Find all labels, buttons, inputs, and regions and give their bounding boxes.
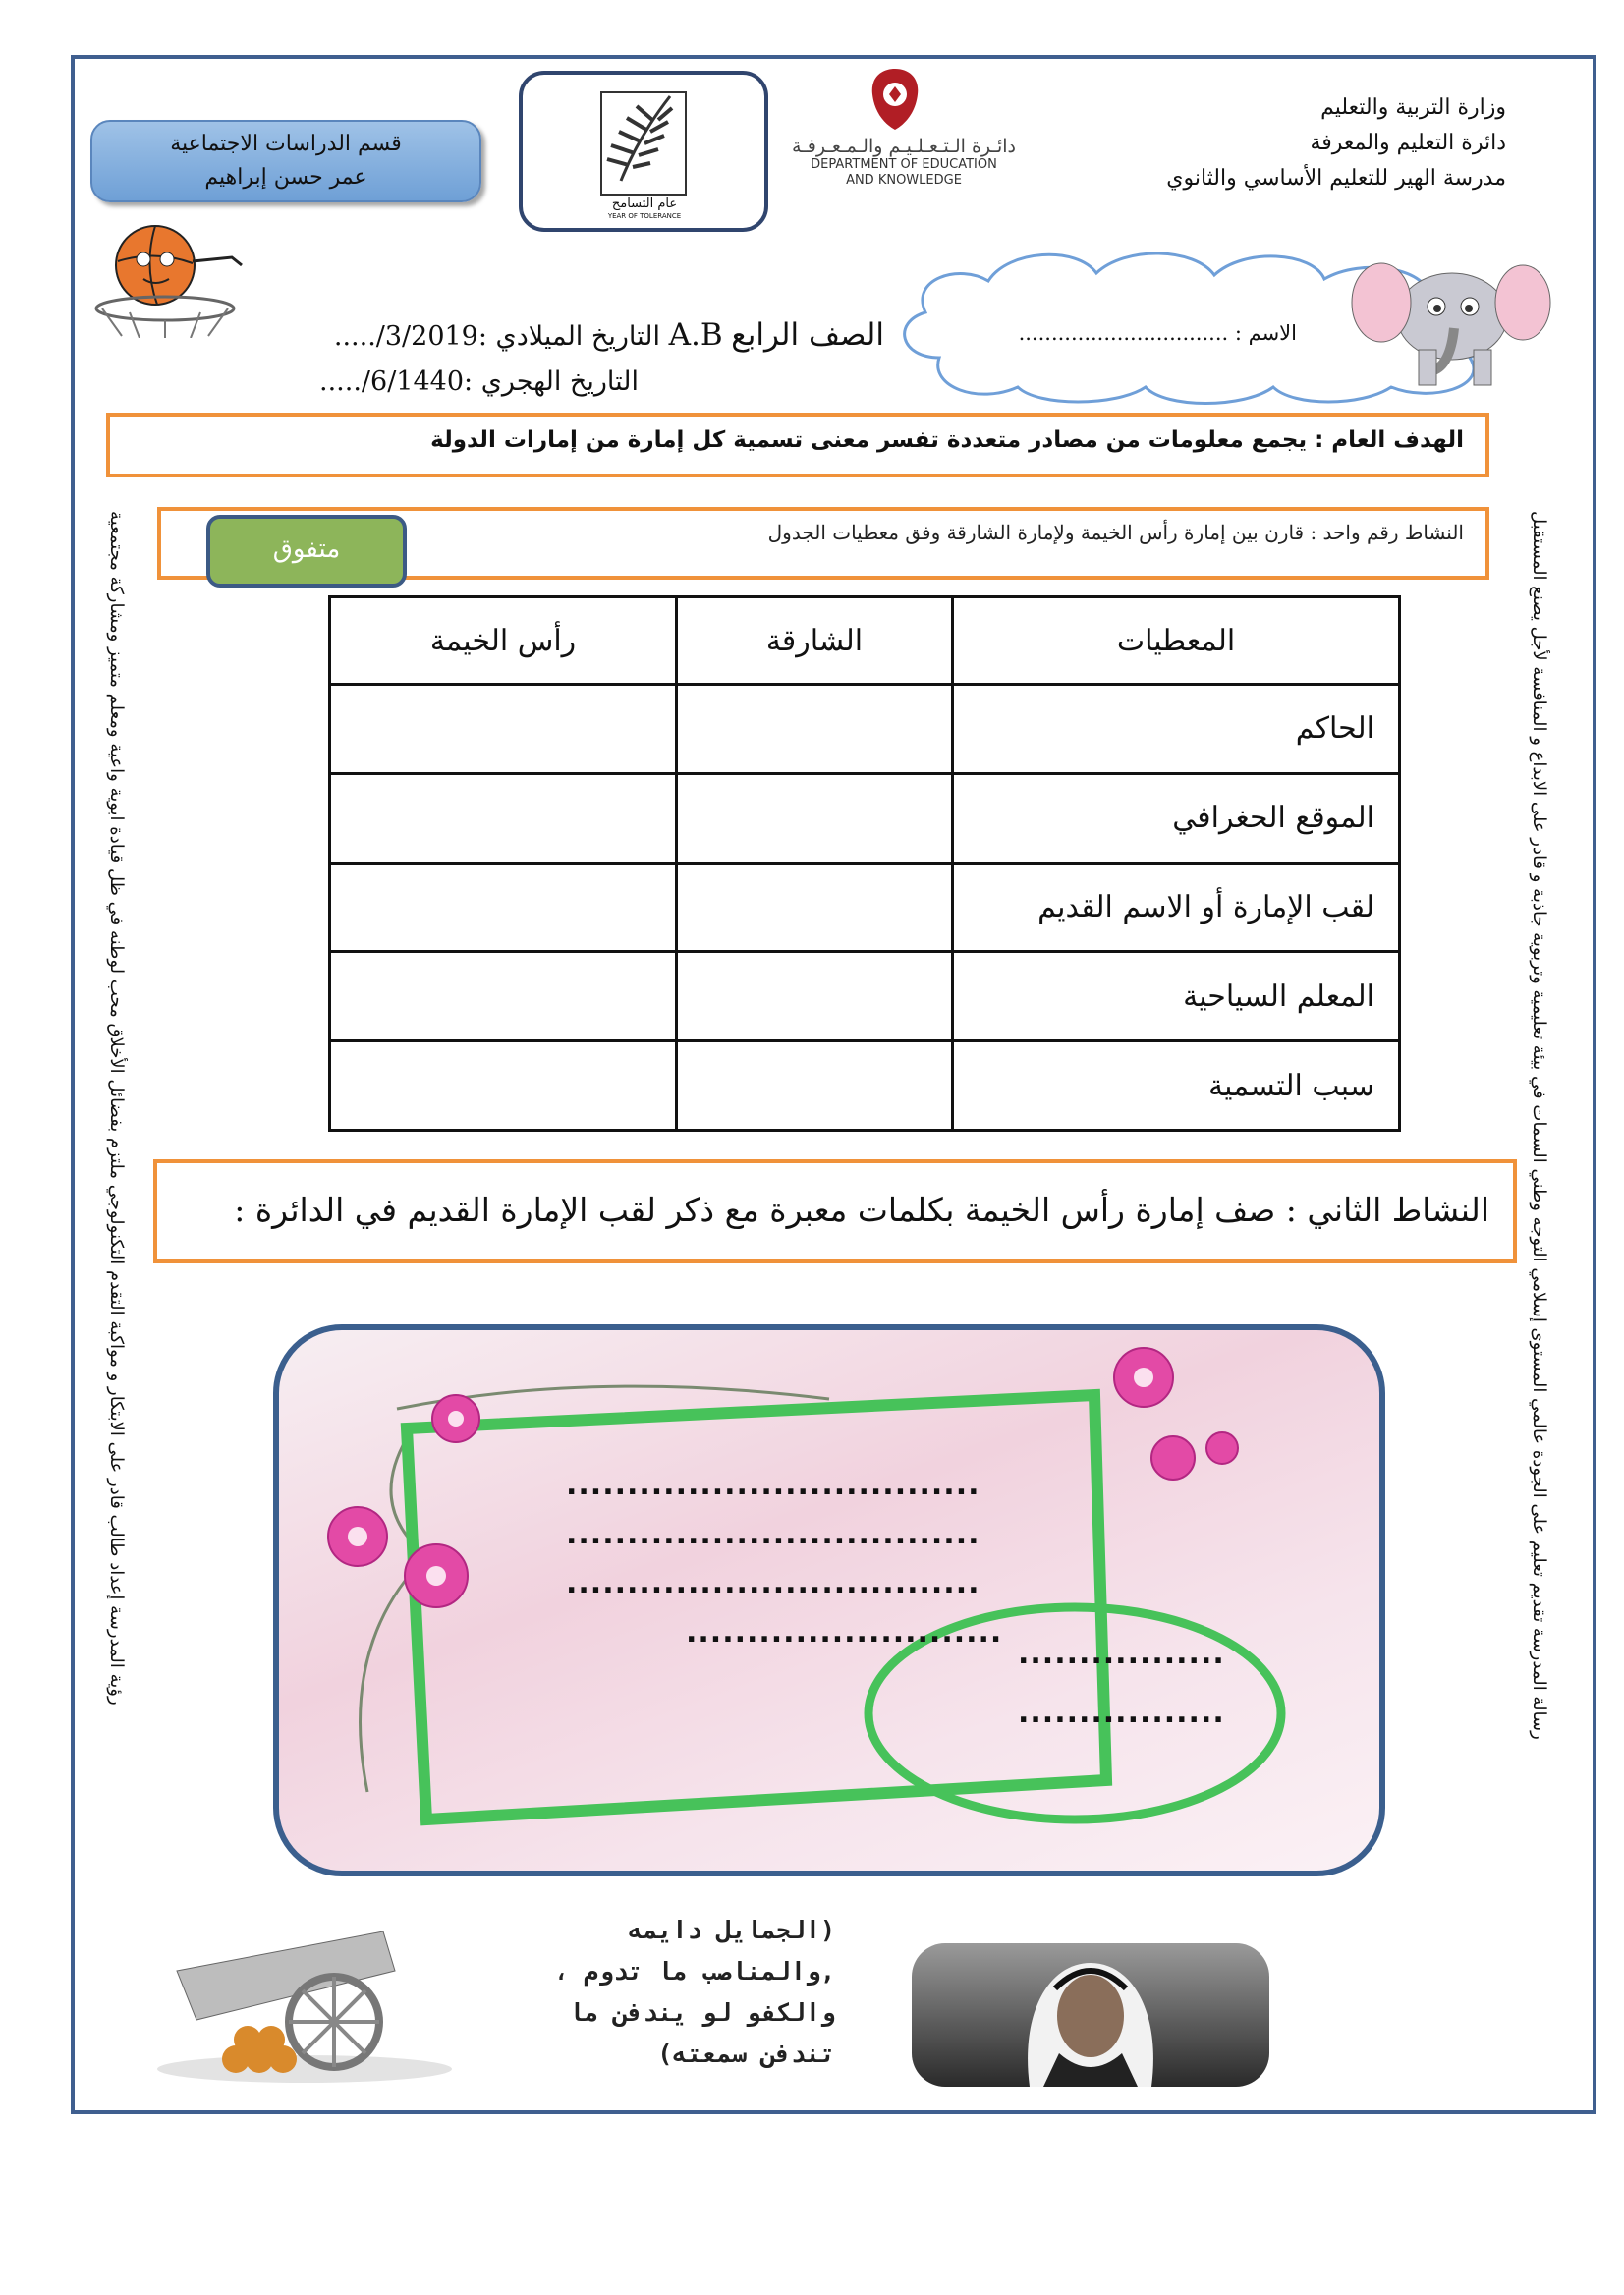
portrait-photo [912,1943,1269,2087]
student-name-field[interactable]: الاسم : ................................ [1018,321,1297,345]
teacher-name: عمر حسن إبراهيم [204,165,367,190]
answer-cell[interactable] [330,863,677,952]
ministry-header [995,90,1506,196]
comparison-table [328,595,1401,1132]
table-row [330,863,1400,952]
school-mission-sidebar [1529,511,1568,1778]
department-name-en [776,157,1032,189]
activity-two-instruction: النشاط الثاني : صف إمارة رأس الخيمة بكلمات معبرة مع ذكر لقب الإمارة القديم في الدائرة : [153,1159,1517,1263]
school-vision-sidebar [106,511,145,2073]
writing-line[interactable]: .................................. [566,1468,980,1502]
answer-cell[interactable] [677,952,953,1041]
grade-line [246,312,884,360]
hijri-date: التاريخ الهجري :6/1440/..... [319,366,639,397]
activity-one-instruction: النشاط رقم واحد : قارن بين إمارة رأس الخيمة ولإمارة الشارقة وفق معطيات الجدول [157,507,1489,580]
row-label: الموقع الحغرافي [953,773,1400,863]
ministry-line: مدرسة الهير للتعليم الأساسي والثانوي [1166,166,1506,191]
basketball-icon [75,222,261,338]
writing-line[interactable]: .................................. [566,1517,980,1551]
quote-line: والكفو لو يندفن ما [569,1998,835,2027]
logo-caption-ar: عام التسامح [611,196,678,211]
department-name-ar: دائـرة الـتـعـلـيـم والـمـعـرفـة [792,136,1016,157]
quote-line: (الجمايل دايمه [628,1916,835,1944]
header-criteria: المعطيات [953,597,1400,685]
writing-line[interactable]: .......................... [686,1615,1003,1650]
excellent-badge: متفوق [206,515,407,588]
department-title-box [90,120,481,202]
row-label: سبب التسمية [953,1041,1400,1131]
answer-cell[interactable] [330,1041,677,1131]
answer-cell[interactable] [330,685,677,774]
cannon-icon [138,1912,452,2089]
department-line: DEPARTMENT OF EDUCATION [811,157,997,172]
general-goal: الهدف العام : يجمع معلومات من مصادر متعددة تفسر معنى تسمية كل إمارة من إمارات الدولة [106,413,1489,477]
logo-caption-en: YEAR OF TOLERANCE [607,212,682,220]
writing-frame [273,1324,1385,1876]
circle-writing-line[interactable]: ................. [1018,1637,1225,1671]
department-line: AND KNOWLEDGE [846,173,962,188]
header-ras-al-khaimah: رأس الخيمة [330,597,677,685]
table-header-row [330,597,1400,685]
grade-and-date [246,312,884,405]
school-mission-text: رسالة المدرسة تقديم تعليم على الجودة عالمي المستوى إسلامي التوجه وطني السمات في بيئة تعليمية وتربوية جاذبة و قادر على الابداع و المنافسة لأجل يصنع المستقبل [1529,511,1549,1740]
emblem-icon [861,65,929,136]
answer-cell[interactable] [677,1041,953,1131]
school-vision-text: رؤية المدرسة إعداد طالب قادر على الابتكار و مواكبة التقدم التكنولوجي ملتزم بفضائل الأخلاق محب لوطنه في ظل قيادة ابوية واعية ومعلم متميز ومشاركة مجتمعية [106,511,127,1706]
answer-cell[interactable] [330,773,677,863]
header-sharjah: الشارقة [677,597,953,685]
table-row [330,1041,1400,1131]
ministry-line: وزارة التربية والتعليم [1320,95,1506,120]
answer-cell[interactable] [330,952,677,1041]
table-row [330,773,1400,863]
ministry-line: دائرة التعليم والمعرفة [1310,131,1506,155]
year-of-tolerance-logo [519,71,768,232]
row-label: لقب الإمارة أو الاسم القديم [953,863,1400,952]
table-row [330,952,1400,1041]
row-label: الحاكم [953,685,1400,774]
portrait-icon [912,1943,1269,2087]
row-label: المعلم السياحية [953,952,1400,1041]
answer-cell[interactable] [677,863,953,952]
table-row [330,685,1400,774]
quote [511,1910,835,2075]
quote-line: تندفن سمعته) [657,2040,835,2068]
flower-frame-icon [279,1330,1379,1871]
grade-value: A.B [668,317,723,353]
answer-cell[interactable] [677,773,953,863]
writing-line[interactable]: .................................. [566,1566,980,1600]
answer-cell[interactable] [677,685,953,774]
circle-writing-line[interactable]: ................. [1018,1696,1225,1730]
gregorian-date: التاريخ الميلادي :3/2019/..... [333,321,660,352]
quote-line: ,والمناصب ما تدوم ، [554,1957,835,1986]
section-title: قسم الدراسات الاجتماعية [170,132,402,156]
grade-label: الصف الرابع [731,317,884,353]
